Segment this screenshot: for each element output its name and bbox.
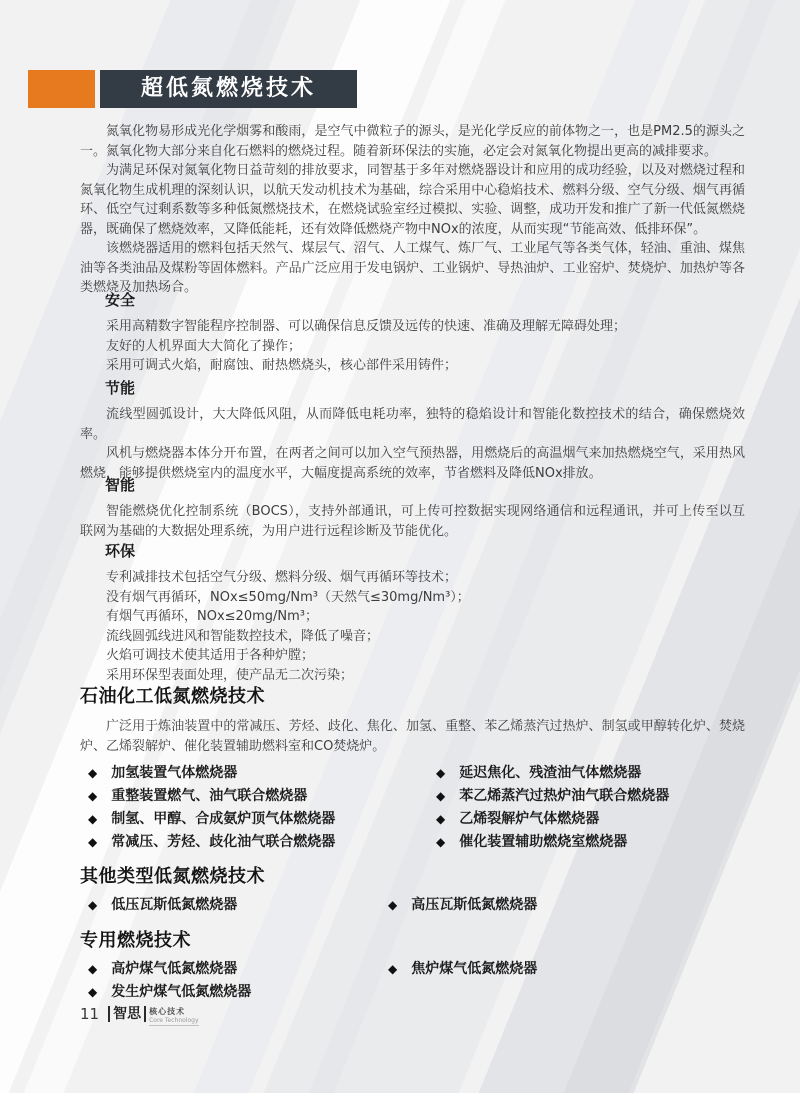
diamond-bullet-icon: ◆: [88, 789, 98, 803]
feature-intelligent: [80, 474, 745, 541]
feature-line: 采用可调式火焰，耐腐蚀、耐热燃烧头，核心部件采用铸件；: [106, 358, 458, 373]
list-item: [428, 789, 669, 804]
feature-title: 智能: [105, 476, 136, 494]
feature-title: 环保: [105, 542, 136, 560]
section-title: 其他类型低氮燃烧技术: [80, 866, 265, 887]
feature-environmental: [80, 540, 745, 685]
list-row: [80, 898, 745, 913]
list-item: [428, 835, 627, 850]
feature-line: 风机与燃烧器本体分开布置，在两者之间可以加入空气预热器，用燃烧后的高温烟气来加热燃烧空气，采用热风燃烧，能够提供燃烧室内的温度水平，大幅度提高系统的效率，节省燃料及降低NOx排放。: [80, 446, 745, 481]
diamond-bullet-icon: ◆: [436, 812, 446, 826]
feature-line: 流线型圆弧设计，大大降低风阻，从而降低电耗功率，独特的稳焰设计和智能化数控技术的结合，确保燃烧效率。: [80, 407, 745, 442]
list-item: [80, 789, 428, 804]
diamond-bullet-icon: ◆: [436, 789, 446, 803]
intro-paragraph: 氮氧化物易形成光化学烟雾和酸雨，是空气中微粒子的源头，是光化学反应的前体物之一，也是PM2.5的源头之一。氮氧化物大部分来自化石燃料的燃烧过程。随着新环保法的实施，必定会对氮氧化物提出更高的减排要求。: [80, 124, 745, 159]
diamond-bullet-icon: ◆: [88, 898, 98, 912]
list-item-label: 乙烯裂解炉气体燃烧器: [459, 811, 600, 827]
brand-tagline-en: Core Technology: [149, 1017, 199, 1024]
list-item-label: 制氢、甲醇、合成氨炉顶气体燃烧器: [111, 811, 336, 827]
list-item-label: 发生炉煤气低氮燃烧器: [111, 984, 252, 1000]
diamond-bullet-icon: ◆: [388, 898, 398, 912]
diamond-bullet-icon: ◆: [436, 766, 446, 780]
diamond-bullet-icon: ◆: [88, 835, 98, 849]
diamond-bullet-icon: ◆: [88, 985, 98, 999]
brand-tagline-cn: 核心技术: [149, 1007, 186, 1016]
feature-line: 火焰可调技术使其适用于各种炉膛；: [106, 648, 315, 663]
burner-list: [80, 898, 745, 913]
feature-line: 没有烟气再循环，NOx≤50mg/Nm³（天然气≤30mg/Nm³）；: [106, 589, 470, 605]
list-row: [80, 835, 745, 850]
list-row: [80, 766, 745, 781]
list-row: [80, 962, 745, 977]
list-item-label: 加氢装置气体燃烧器: [111, 765, 238, 781]
diamond-bullet-icon: ◆: [436, 835, 446, 849]
list-item-label: 催化装置辅助燃烧室燃烧器: [459, 834, 628, 850]
section-intro: 广泛用于炼油装置中的常减压、芳烃、歧化、焦化、加氢、重整、苯乙烯蒸汽过热炉、制氢或甲醇转化炉、焚烧炉、乙烯裂解炉、催化装置辅助燃料室和CO焚烧炉。: [80, 719, 745, 754]
page-footer: [80, 1006, 199, 1026]
section-other-types: [80, 862, 745, 921]
list-item-label: 苯乙烯蒸汽过热炉油气联合燃烧器: [459, 788, 670, 804]
list-item-label: 延迟焦化、残渣油气体燃烧器: [459, 765, 642, 781]
list-item-label: 高压瓦斯低氮燃烧器: [411, 897, 538, 913]
list-item: [380, 962, 537, 977]
feature-line: 智能燃烧优化控制系统（BOCS），支持外部通讯，可上传可控数据实现网络通信和远程通讯，并可上传至以互联网为基础的大数据处理系统，为用户进行远程诊断及节能优化。: [80, 504, 745, 539]
list-row: [80, 789, 745, 804]
section-petrochemical: [80, 682, 745, 858]
list-item-label: 高炉煤气低氮燃烧器: [111, 961, 238, 977]
feature-safety: [80, 289, 745, 376]
feature-line: 采用环保型表面处理，使产品无二次污染；: [106, 667, 354, 683]
feature-line: 采用高精数字智能程序控制器、可以确保信息反馈及远传的快速、准确及理解无障碍处理；: [106, 319, 627, 334]
diamond-bullet-icon: ◆: [88, 962, 98, 976]
list-item-label: 焦炉煤气低氮燃烧器: [411, 961, 538, 977]
feature-title: 安全: [105, 291, 136, 309]
feature-line: 专利减排技术包括空气分级、燃料分级、烟气再循环等技术；: [106, 570, 458, 585]
section-title: 专用燃烧技术: [80, 930, 191, 951]
page-title: 超低氮燃烧技术: [100, 70, 357, 108]
list-row: [80, 812, 745, 827]
page-number: 11: [80, 1005, 100, 1023]
diamond-bullet-icon: ◆: [88, 766, 98, 780]
intro-paragraph: 该燃烧器适用的燃料包括天然气、煤层气、沼气、人工煤气、炼厂气、工业尾气等各类气体，轻油、重油、煤焦油等各类油品及煤粉等固体燃料。产品广泛应用于发电锅炉、工业锅炉、导热油炉、工业窑炉、焚烧炉、加热炉等各类燃烧及加热场合。: [80, 241, 745, 295]
feature-energy-saving: [80, 377, 745, 483]
section-special-combustion: [80, 926, 745, 1008]
feature-line: 流线圆弧线进风和智能数控技术，降低了噪音；: [106, 628, 380, 644]
accent-block: [28, 70, 95, 108]
burner-list: [80, 962, 745, 1000]
brand-tagline: [149, 1006, 198, 1026]
list-item-label: 常减压、芳烃、歧化油气联合燃烧器: [111, 834, 336, 850]
feature-title: 节能: [105, 379, 136, 397]
feature-line: 有烟气再循环，NOx≤20mg/Nm³；: [106, 609, 318, 624]
list-item: [80, 766, 428, 781]
list-item: [380, 898, 537, 913]
list-item: [80, 962, 380, 977]
list-row: [80, 985, 745, 1000]
brand-logo: 智思: [108, 1006, 146, 1022]
list-item: [428, 766, 641, 781]
list-item-label: 低压瓦斯低氮燃烧器: [111, 897, 238, 913]
list-item: [80, 812, 428, 827]
list-item: [80, 985, 380, 1000]
burner-list: [80, 766, 745, 850]
diamond-bullet-icon: ◆: [388, 962, 398, 976]
intro-paragraph: 为满足环保对氮氧化物日益苛刻的排放要求，同智基于多年对燃烧器设计和应用的成功经验，以及对燃烧过程和氮氧化物生成机理的深刻认识，以航天发动机技术为基础，综合采用中心稳焰技术、燃料分级、空气分级、烟气再循环、低空气过剩系数等多种低氮燃烧技术，在燃烧试验室经过模拟、实验、调整，成功开发和推广了新一代低氮燃烧器，既确保了燃烧效率，又降低能耗，还有效降低燃烧产物中NOx的浓度，从而实现“节能高效、低排环保”。: [80, 163, 745, 237]
list-item: [80, 835, 428, 850]
list-item: [80, 898, 380, 913]
feature-line: 友好的人机界面大大简化了操作；: [106, 338, 302, 354]
intro-section: [80, 122, 745, 298]
list-item-label: 重整装置燃气、油气联合燃烧器: [111, 788, 308, 804]
list-item: [428, 812, 599, 827]
diamond-bullet-icon: ◆: [88, 812, 98, 826]
section-title: 石油化工低氮燃烧技术: [80, 686, 265, 707]
